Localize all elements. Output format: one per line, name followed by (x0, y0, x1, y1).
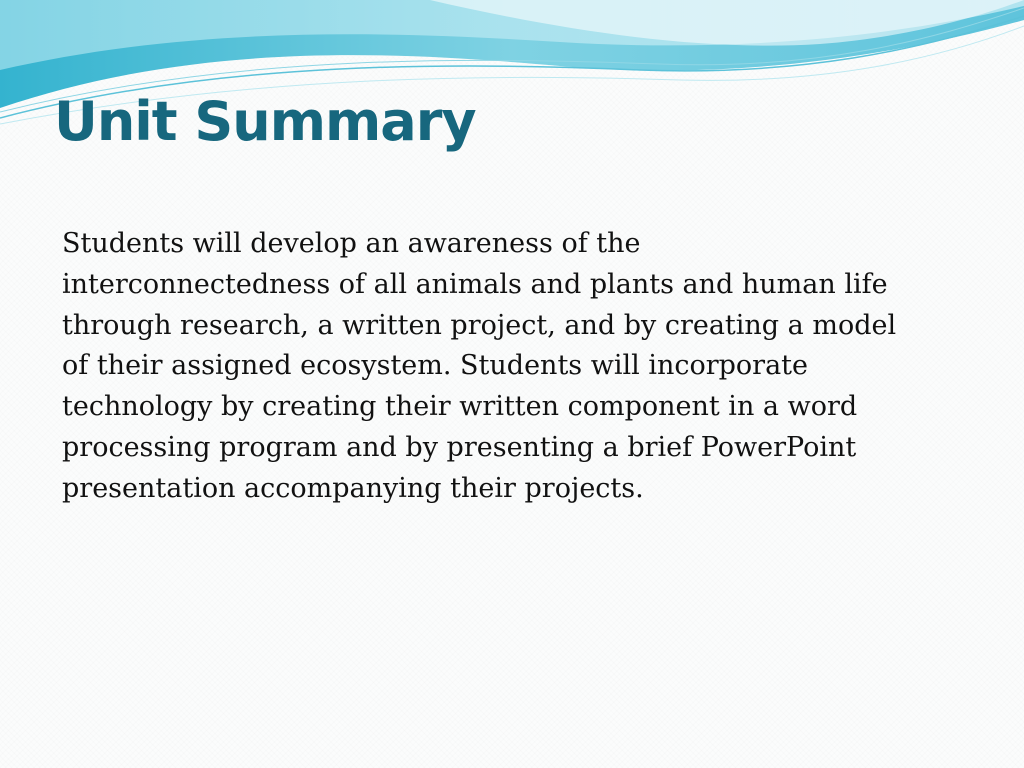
slide-body-text: Students will develop an awareness of the interconnectedness of all animals and plants and human life through research, a written project, and by creating a model of their assigned ecosystem. Students will incorporate technology by creating their written component in a word processing program and by presenting a brief PowerPoint presentation accompanying their projects. (62, 228, 897, 504)
slide-title: Unit Summary (54, 90, 476, 153)
